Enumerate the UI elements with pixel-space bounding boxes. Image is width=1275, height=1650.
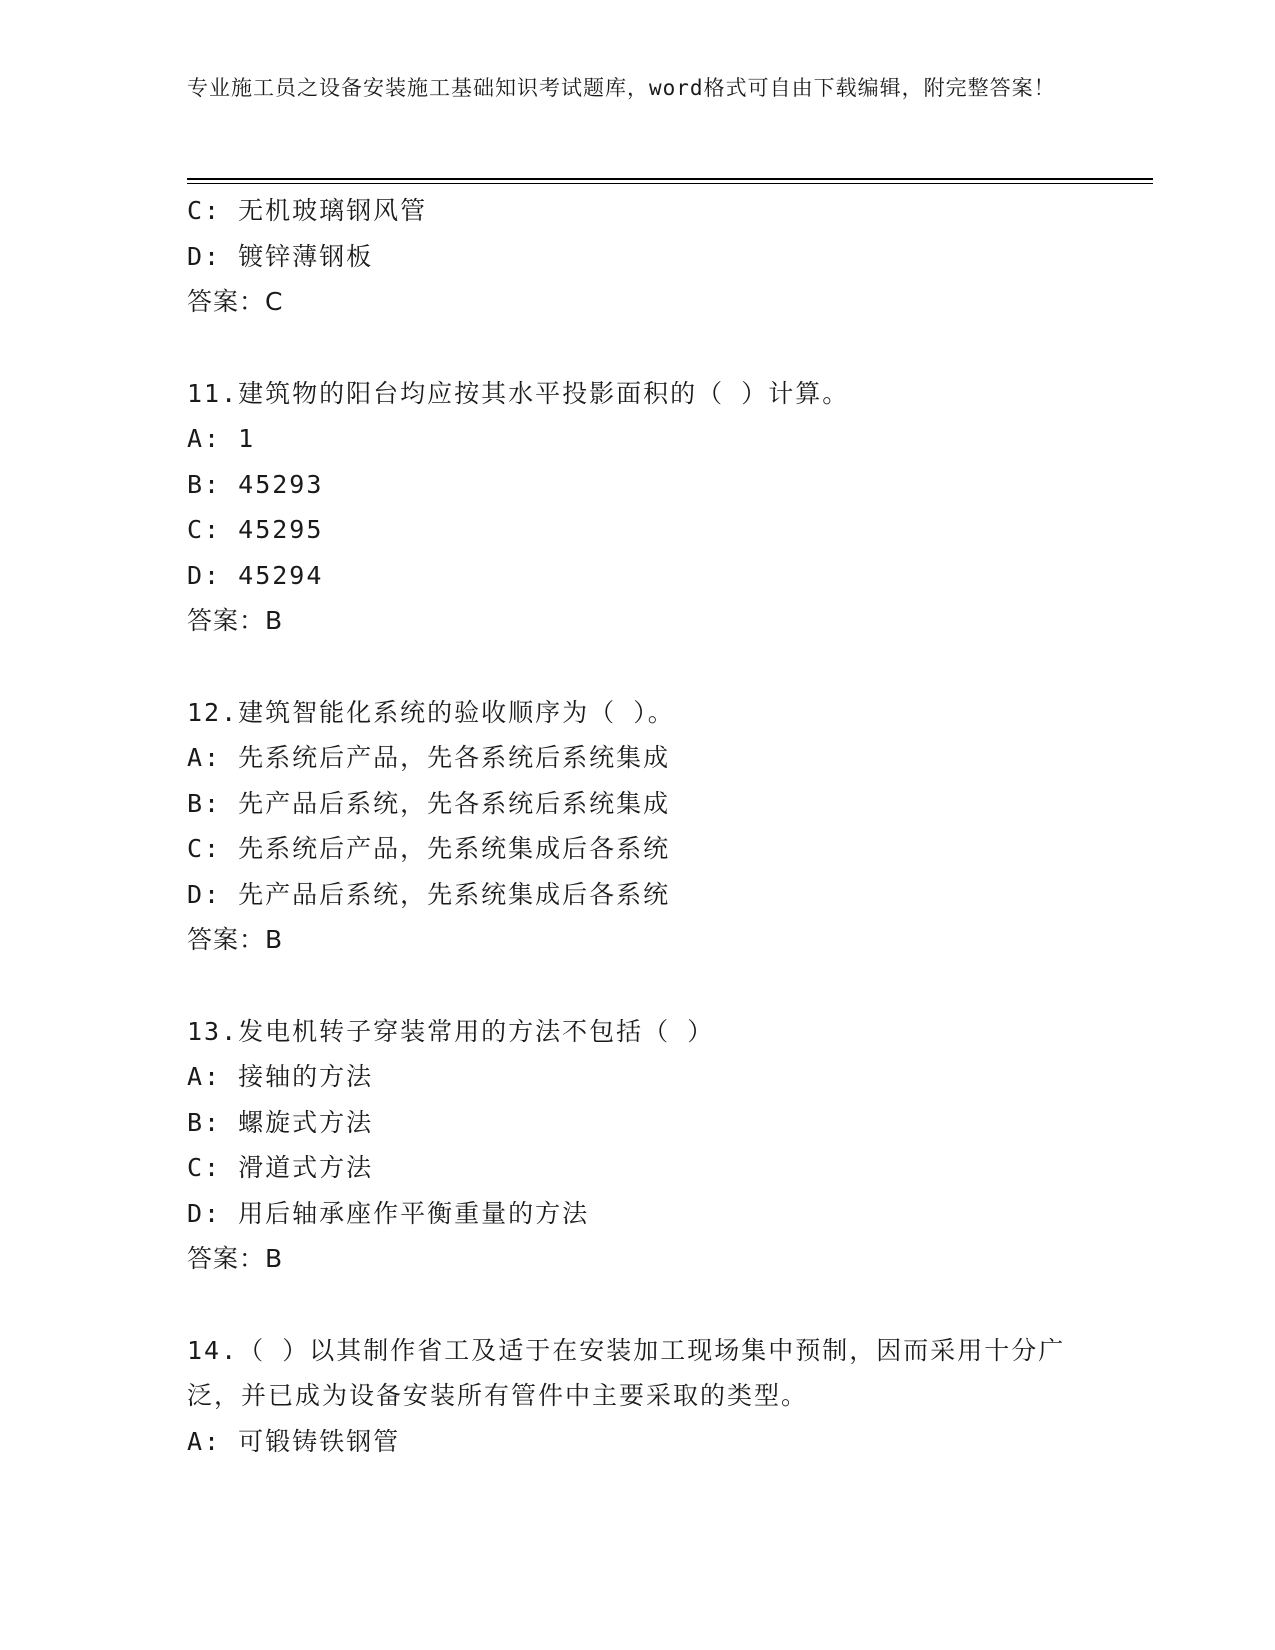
- question-text: 12.建筑智能化系统的验收顺序为（ ）。: [187, 697, 675, 727]
- option-c: C: 45295: [187, 515, 324, 544]
- option-c: C: 先系统后产品，先系统集成后各系统: [187, 834, 671, 863]
- header-divider-thick: [187, 178, 1153, 180]
- answer-label: 答案：B: [187, 1244, 284, 1273]
- answer-label: 答案：B: [187, 606, 284, 635]
- answer-label: 答案：B: [187, 925, 284, 954]
- option-c: C: 无机玻璃钢风管: [187, 196, 428, 225]
- option-b: B: 先产品后系统，先各系统后系统集成: [187, 788, 671, 818]
- question-14: [187, 1328, 1067, 1465]
- question-10-continuation: [187, 188, 1067, 325]
- question-12: [187, 690, 1067, 963]
- option-a: A: 接轴的方法: [187, 1062, 374, 1091]
- document-header: 专业施工员之设备安装施工基础知识考试题库，word格式可自由下载编辑，附完整答案！: [187, 76, 1056, 100]
- question-list: [187, 188, 1067, 1464]
- question-text: 13.发电机转子穿装常用的方法不包括（ ）: [187, 1016, 715, 1046]
- option-d: D: 镀锌薄钢板: [187, 241, 374, 271]
- option-a: A: 1: [187, 424, 256, 453]
- question-11: [187, 371, 1067, 644]
- option-d: D: 用后轴承座作平衡重量的方法: [187, 1198, 590, 1228]
- option-b: B: 45293: [187, 469, 324, 499]
- option-b: B: 螺旋式方法: [187, 1107, 374, 1137]
- option-a: A: 可锻铸铁钢管: [187, 1426, 401, 1456]
- option-d: D: 先产品后系统，先系统集成后各系统: [187, 879, 671, 909]
- question-text: 11.建筑物的阳台均应按其水平投影面积的（ ）计算。: [187, 378, 850, 408]
- option-c: C: 滑道式方法: [187, 1153, 374, 1182]
- header-divider-thin: [187, 183, 1153, 184]
- option-d: D: 45294: [187, 560, 324, 590]
- option-a: A: 先系统后产品，先各系统后系统集成: [187, 743, 671, 772]
- question-text: 14.（ ）以其制作省工及适于在安装加工现场集中预制，因而采用十分广泛，并已成为设备安装所有管件中主要采取的类型。: [187, 1335, 1066, 1410]
- question-13: [187, 1009, 1067, 1282]
- answer-label: 答案：C: [187, 287, 284, 316]
